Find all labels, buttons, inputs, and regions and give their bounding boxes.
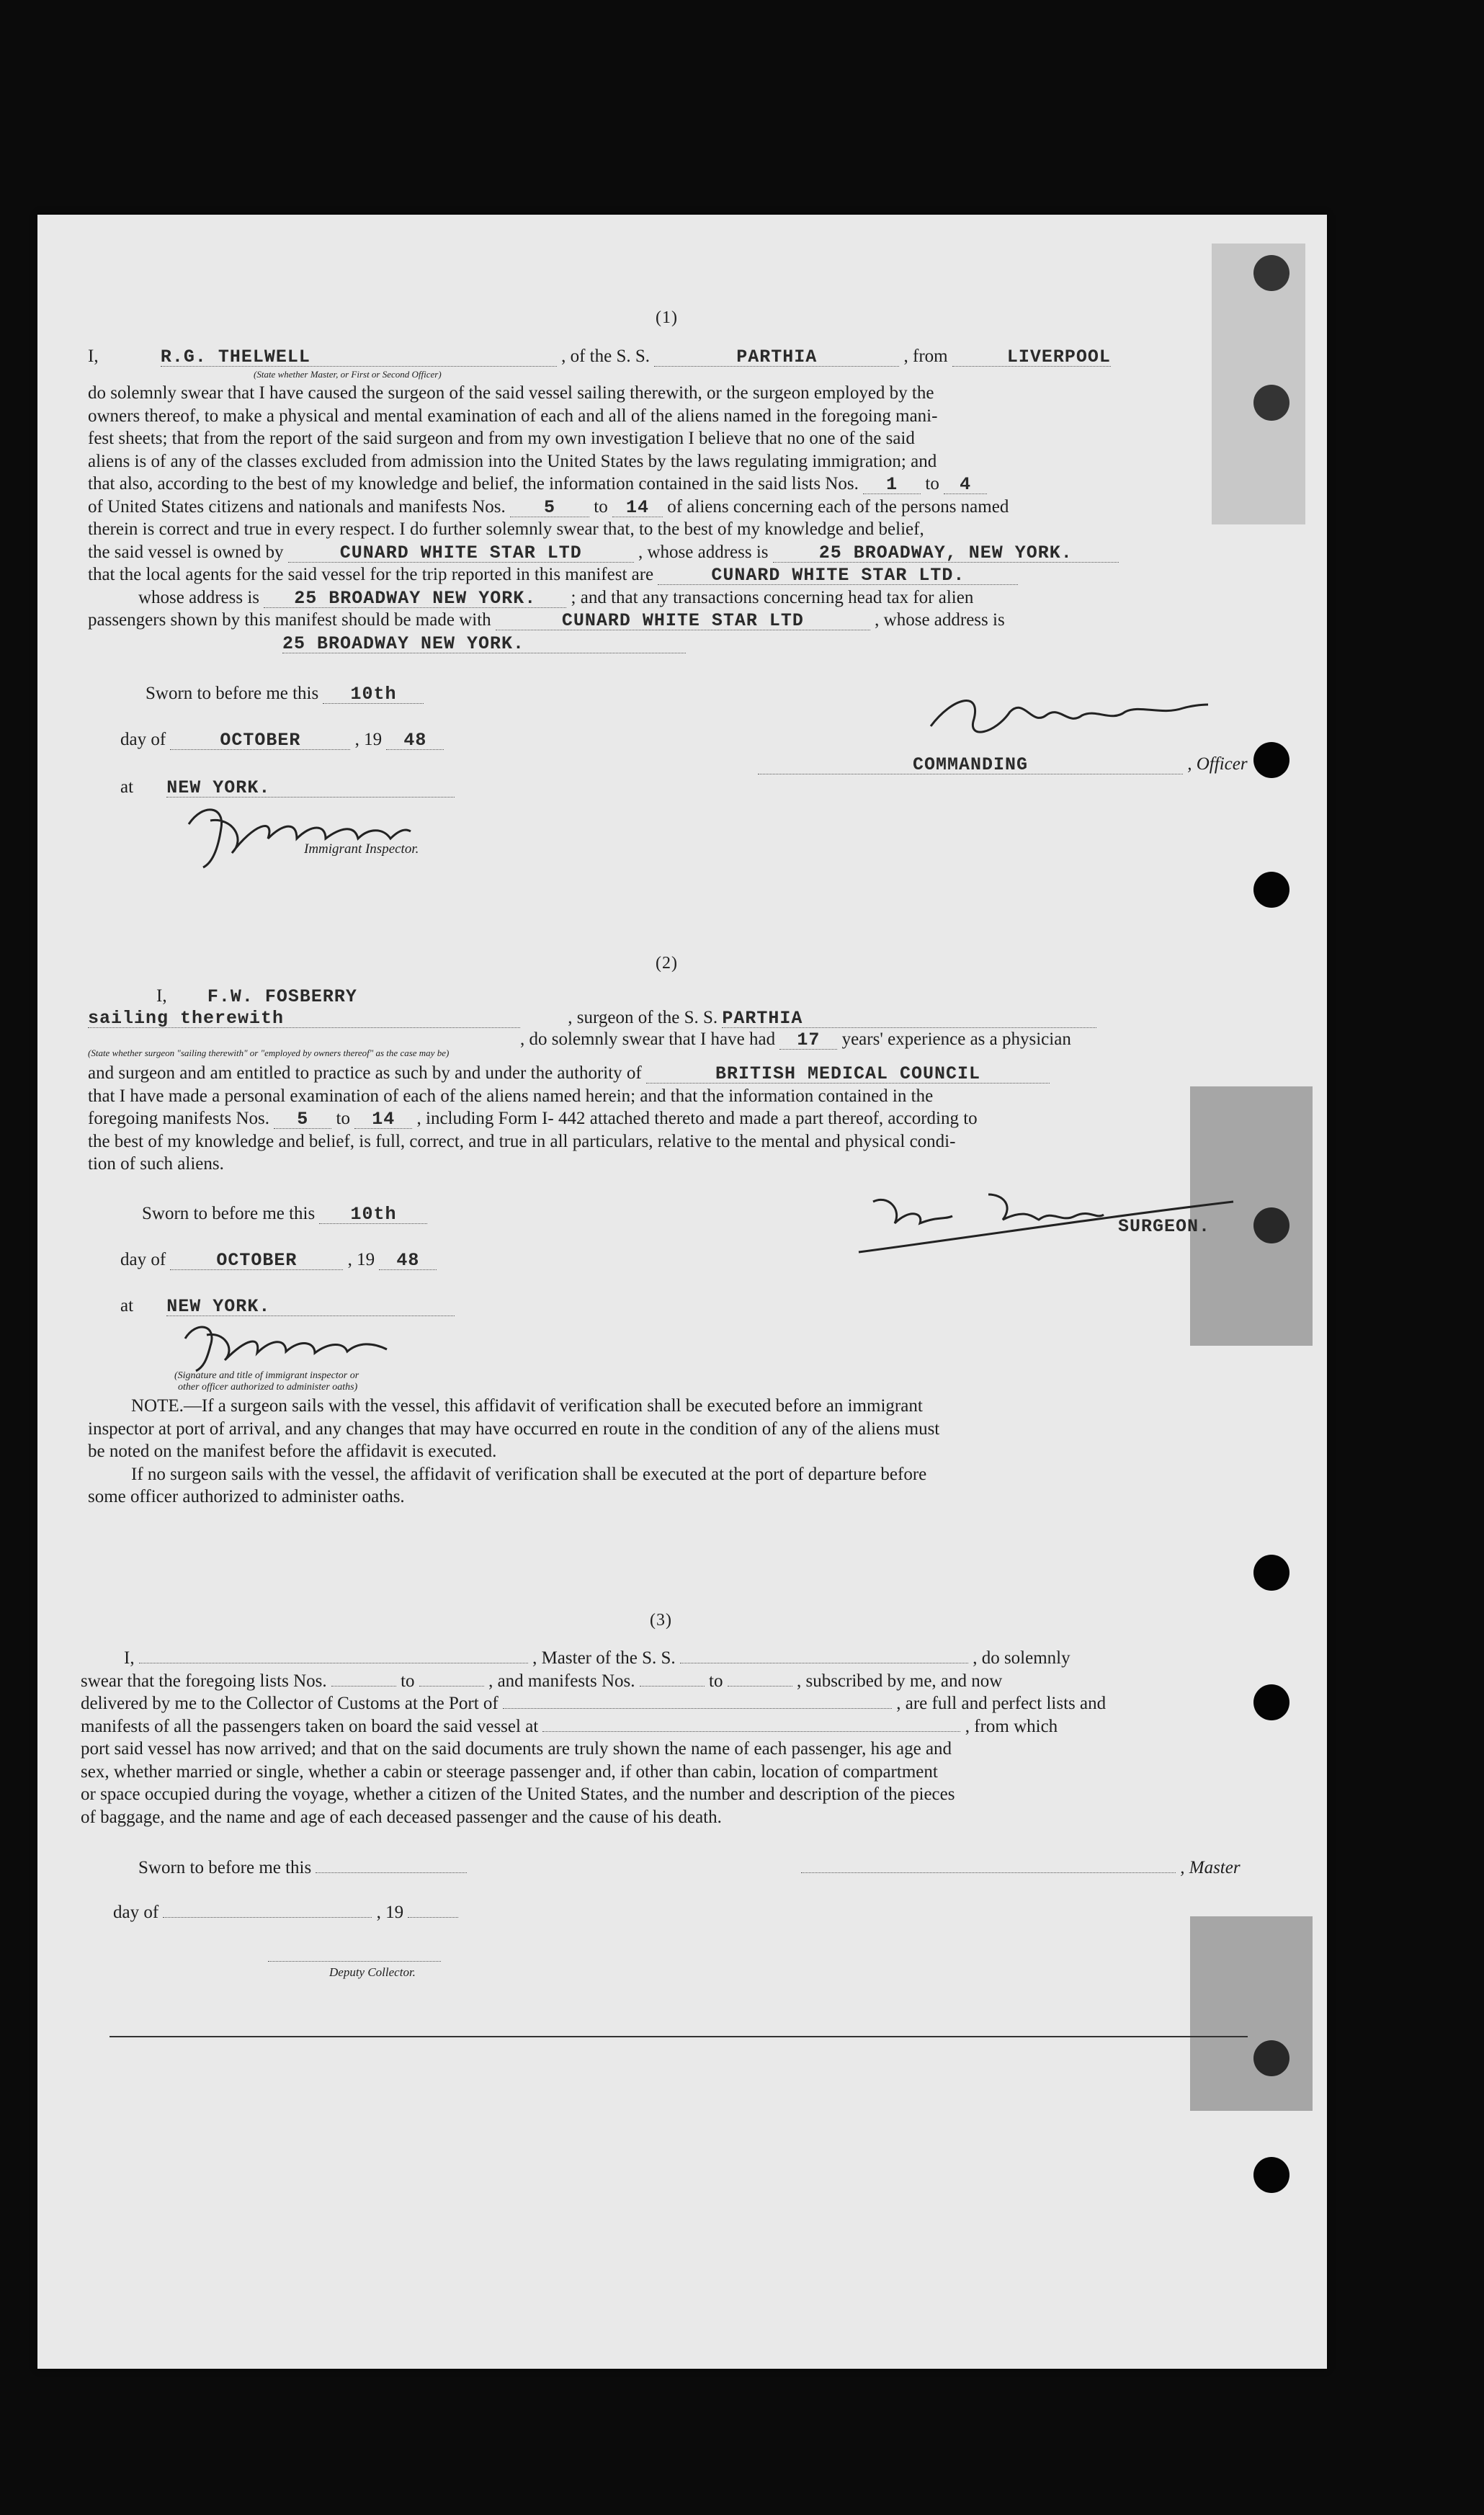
and-manifests-text: , and manifests Nos. (488, 1671, 635, 1691)
year-field: 48 (386, 732, 444, 750)
swear-text: , do solemnly swear that I have had (520, 1029, 776, 1049)
section-1-rank-line (758, 754, 1248, 775)
swear-line (81, 1670, 1256, 1693)
ship-field: PARTHIA (722, 1010, 1096, 1028)
lists-text: that also, according to the best of my knowledge and belief, the information contained in the said lists Nos. (88, 474, 859, 493)
full-lists-text: , are full and perfect lists and (896, 1694, 1107, 1713)
punch-hole-icon (1253, 742, 1289, 778)
boarding-port-field (542, 1731, 960, 1732)
body-line: or space occupied during the voyage, whether a citizen of the United States, and the number and description of the pieces (81, 1784, 955, 1804)
rank-field: COMMANDING (758, 756, 1183, 774)
place-field: NEW YORK. (166, 1298, 455, 1316)
whose-address-end: , whose address is (875, 610, 1005, 630)
section-3-date-line (113, 1902, 458, 1924)
month-field (163, 1917, 372, 1918)
sworn-day-field (316, 1872, 467, 1873)
master-label: , Master (1180, 1858, 1241, 1877)
practice-line (88, 1062, 1256, 1085)
surgeon-status-field: sailing therewith (88, 1010, 520, 1028)
exam-line: that I have made a personal examination of each of the aliens named herein; and that the information contained in the (88, 1086, 934, 1106)
delivered-text: delivered by me to the Collector of Customs at the Port of (81, 1694, 499, 1713)
collector-signature-line (268, 1961, 441, 1962)
of-ss-label: , of the S. S. (561, 347, 651, 366)
body-line: sex, whether married or single, whether a cabin or steerage passenger and, if other than cabin, location of compartment (81, 1761, 938, 1782)
best-line: the best of my knowledge and belief, is full, correct, and true in all particulars, relative to the mental and physical condi- (88, 1131, 956, 1151)
practice-text: and surgeon and am entitled to practice as such by and under the authority of (88, 1063, 642, 1083)
year-field: 48 (379, 1252, 437, 1270)
master-text: , Master of the S. S. (532, 1648, 676, 1668)
lists-line (88, 473, 1256, 496)
sworn-day-field: 10th (323, 686, 424, 704)
head-tax-line (88, 609, 1256, 632)
at-text: at (120, 1296, 134, 1315)
agents-field: CUNARD WHITE STAR LTD. (658, 567, 1018, 585)
section-3-master-sig-line (801, 1857, 1241, 1879)
citizens-text: of United States citizens and nationals and manifests Nos. (88, 496, 506, 517)
correct-line: therein is correct and true in every respect. I do further solemnly swear that, to the best of my knowledge and belief, (88, 519, 924, 539)
years-text: years' experience as a physician (841, 1029, 1071, 1049)
note-label: NOTE. (131, 1396, 184, 1416)
section-2-note (88, 1395, 1256, 1509)
owned-text: the said vessel is owned by (88, 542, 284, 562)
to-label: to (401, 1671, 415, 1691)
port-field (503, 1708, 892, 1709)
head-tax-address-field: 25 BROADWAY NEW YORK. (282, 635, 686, 653)
punch-hole-icon (1253, 1684, 1289, 1720)
sworn-text: Sworn to before me this (142, 1204, 316, 1223)
section-3-number: (3) (650, 1611, 672, 1630)
surgeon-of-text: , surgeon of the S. S. (568, 1008, 718, 1027)
section-1-date-line (120, 729, 444, 751)
passengers-text: passengers shown by this manifest should be made with (88, 610, 491, 630)
manifests-text: manifests of all the passengers taken on board the said vessel at (81, 1716, 539, 1736)
month-field: OCTOBER (170, 732, 350, 750)
foregoing-line (88, 1107, 1256, 1130)
from-label: , from (903, 347, 948, 366)
ship-name-field: PARTHIA (654, 349, 899, 367)
day-of-text: day of (120, 730, 166, 749)
section-1-sworn-line (146, 683, 424, 705)
agents-address-field: 25 BROADWAY NEW YORK. (264, 590, 566, 608)
agents-text: that the local agents for the said vessel for the trip reported in this manifest are (88, 565, 654, 584)
lists-from-field (331, 1686, 396, 1687)
sworn-text: Sworn to before me this (138, 1858, 312, 1877)
manifest-from-field: 5 (274, 1111, 331, 1129)
manifest-affidavit-page (37, 215, 1327, 2369)
lists-to-field (419, 1686, 484, 1687)
section-3-sworn-line (138, 1857, 467, 1879)
inspector-caption: Immigrant Inspector. (304, 841, 419, 857)
section-1-body (88, 382, 1256, 654)
body-line: aliens is of any of the classes excluded from admission into the United States by the laws regulating immigration; and (88, 451, 937, 471)
owner-address-field: 25 BROADWAY, NEW YORK. (773, 545, 1119, 563)
to-label: to (709, 1671, 723, 1691)
head-tax-agent-field: CUNARD WHITE STAR LTD (496, 612, 870, 630)
section-2-number: (2) (656, 954, 678, 973)
body-line: do solemnly swear that I have caused the surgeon of the said vessel sailing therewith, or the surgeon employed by the (88, 383, 934, 403)
master-line (81, 1647, 1256, 1670)
solemnly-text: , do solemnly (973, 1648, 1070, 1668)
punch-hole-icon (1253, 872, 1289, 908)
manifest-from-field: 5 (510, 499, 589, 517)
section-2-body (88, 1062, 1256, 1176)
aliens-text: of aliens concerning each of the persons named (667, 496, 1009, 517)
officer-label: , Officer (1187, 754, 1248, 774)
body-line: owners thereof, to make a physical and mental examination of each and all of the aliens named in the foregoing mani- (88, 406, 938, 426)
note-line (88, 1395, 1256, 1418)
address-text: , whose address is (638, 542, 769, 562)
year-prefix: , 19 (376, 1903, 404, 1922)
master-signature (924, 683, 1212, 751)
owner-field: CUNARD WHITE STAR LTD (288, 545, 634, 563)
authority-field: BRITISH MEDICAL COUNCIL (646, 1066, 1050, 1084)
day-of-text: day of (113, 1903, 159, 1922)
lists-from-field: 1 (863, 476, 921, 494)
year-prefix: , 19 (347, 1250, 375, 1269)
to-label: to (925, 474, 939, 493)
inspector-signature-2 (178, 1310, 394, 1378)
years-field: 17 (779, 1032, 837, 1050)
surgeon-name-value: F.W. FOSBERRY (207, 986, 357, 1007)
year-prefix: , 19 (354, 730, 383, 749)
manifest-from-field (640, 1686, 705, 1687)
delivered-line (81, 1692, 1256, 1715)
section-1-officer-line (88, 346, 1111, 367)
form-text: , including Form I- 442 attached thereto and made a part thereof, according to (416, 1109, 978, 1128)
place-field: NEW YORK. (166, 779, 455, 798)
sworn-day-field: 10th (319, 1206, 427, 1224)
punch-hole-icon (1253, 2157, 1289, 2193)
at-text: at (120, 777, 134, 797)
whose-address-text: whose address is (138, 587, 260, 607)
section-2-ship-line (88, 1007, 1096, 1029)
inspector-signature (182, 795, 412, 878)
to-label: to (336, 1109, 350, 1128)
sig-caption-line-2: other officer authorized to administer oaths) (178, 1382, 358, 1393)
i-label: I, (88, 347, 99, 366)
note-text: —If a surgeon sails with the vessel, this affidavit of verification shall be executed before an immigrant (183, 1396, 923, 1416)
to-label: to (594, 496, 608, 517)
agents-line (88, 563, 1256, 586)
manifest-to-field (728, 1686, 792, 1687)
manifests-line (88, 496, 1256, 519)
body-line: of baggage, and the name and age of each deceased passenger and the cause of his death. (81, 1807, 722, 1827)
day-of-text: day of (120, 1250, 166, 1269)
punch-hole-icon (1253, 1555, 1289, 1591)
head-tax-address-line (88, 632, 1256, 655)
section-2-date-line (120, 1249, 437, 1271)
paper-stain (1190, 1916, 1313, 2111)
foregoing-text: foregoing manifests Nos. (88, 1109, 270, 1128)
section-2-sworn-line (142, 1203, 427, 1225)
subscribed-text: , subscribed by me, and now (796, 1671, 1003, 1691)
section-3-body (81, 1647, 1256, 1828)
note-line: inspector at port of arrival, and any changes that may have occurred en route in the condition of any of the aliens must (88, 1419, 940, 1439)
section-2-years-line (520, 1029, 1071, 1050)
officer-name-field: R.G. THELWELL (161, 349, 557, 367)
owner-line (88, 541, 1256, 564)
master-signature-field (801, 1872, 1176, 1873)
i-label: I, (124, 1648, 135, 1668)
lists-to-field: 4 (944, 476, 987, 494)
month-field: OCTOBER (170, 1252, 343, 1270)
note-line: If no surgeon sails with the vessel, the affidavit of verification shall be executed at the port of departure before (131, 1464, 927, 1484)
body-line: fest sheets; that from the report of the said surgeon and from my own investigation I believe that no one of the said (88, 429, 915, 448)
note-line: be noted on the manifest before the affidavit is executed. (88, 1442, 497, 1461)
collector-caption: Deputy Collector. (329, 1965, 416, 1979)
agents-address-line (88, 586, 1256, 609)
note-line: some officer authorized to administer oaths. (88, 1487, 405, 1506)
swear-text: swear that the foregoing lists Nos. (81, 1671, 327, 1691)
body-line: port said vessel has now arrived; and that on the said documents are truly shown the name of each passenger, his age and (81, 1739, 952, 1759)
officer-title-note: (State whether Master, or First or Second Officer) (254, 369, 442, 380)
surgeon-label: SURGEON. (1118, 1216, 1211, 1237)
manifest-to-field: 14 (612, 499, 663, 517)
manifest-to-field: 14 (354, 1111, 412, 1129)
departure-port-field: LIVERPOOL (952, 349, 1111, 367)
from-which-text: , from which (965, 1716, 1058, 1736)
section-2-surgeon-line (88, 986, 357, 1008)
year-field (408, 1917, 458, 1918)
section-1-number: (1) (656, 308, 678, 327)
i-label: I, (156, 986, 167, 1006)
sworn-text: Sworn to before me this (146, 684, 319, 703)
surgeon-status-note: (State whether surgeon "sailing therewith" or "employed by owners thereof" as the case may be) (88, 1047, 450, 1058)
sig-caption-line-1: (Signature and title of immigrant inspector or (174, 1370, 359, 1381)
bottom-divider (109, 2036, 1248, 2037)
manifests-line (81, 1715, 1256, 1738)
head-tax-text: ; and that any transactions concerning head tax for alien (571, 587, 974, 607)
tion-line: tion of such aliens. (88, 1154, 224, 1174)
